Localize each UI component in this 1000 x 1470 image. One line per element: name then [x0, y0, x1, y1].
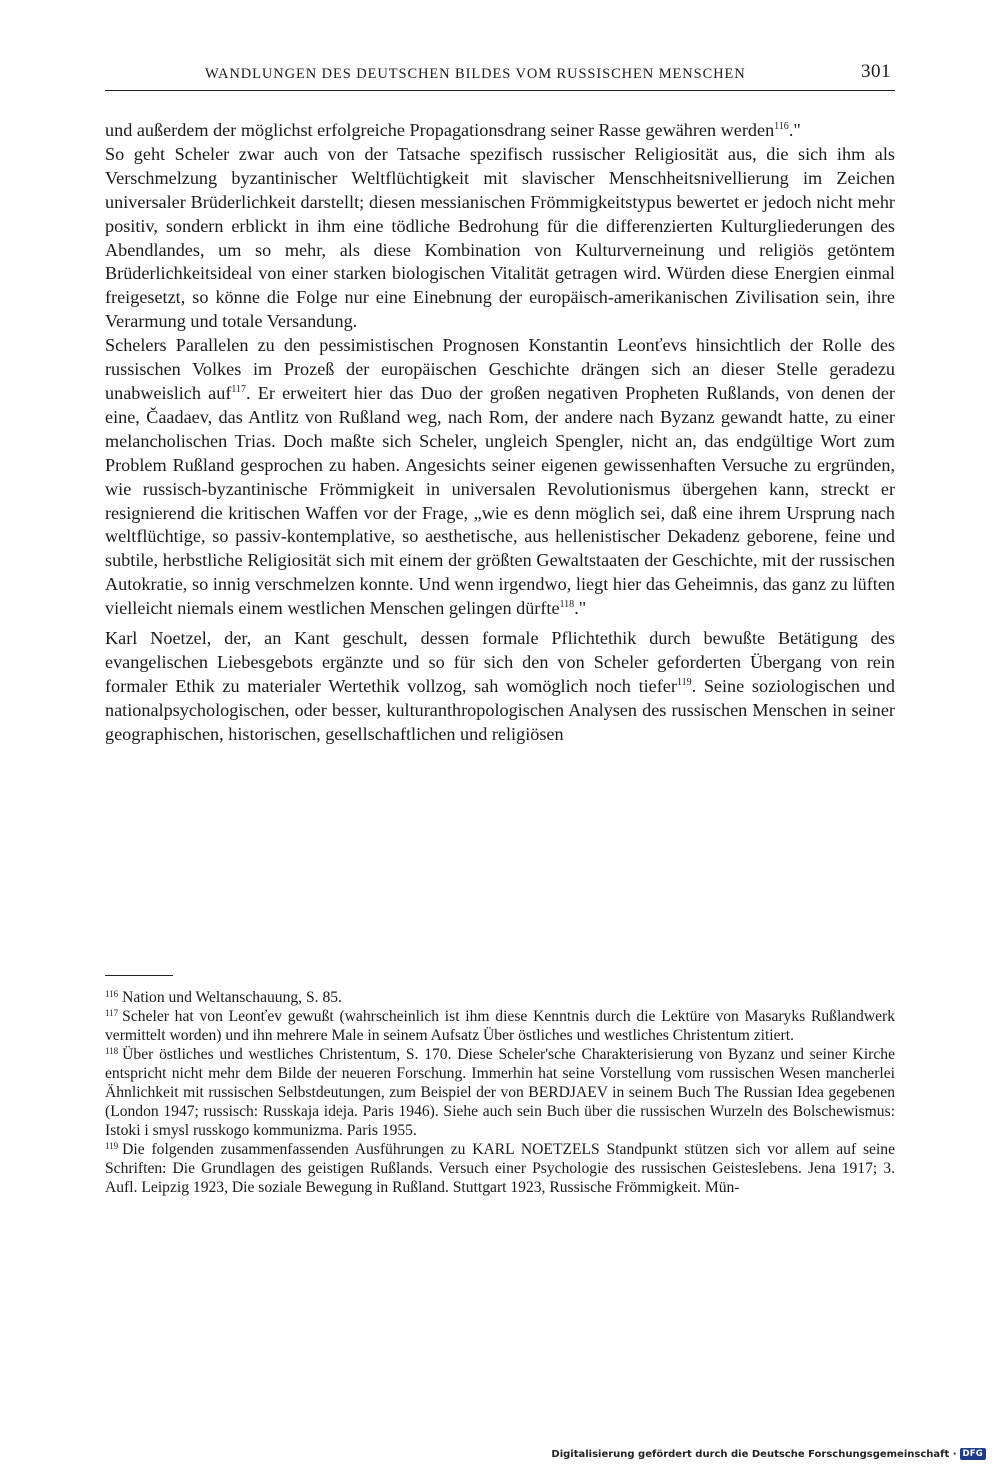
- paragraph-text: und außerdem der möglichst erfolgreiche Propagationsdrang seiner Rasse gewähren werden: [105, 120, 775, 140]
- paragraph: [105, 143, 895, 334]
- footnotes: [105, 988, 895, 1197]
- footnote-number: 116: [105, 989, 119, 999]
- footnote-reference[interactable]: 118: [559, 599, 575, 611]
- footnote: [105, 1045, 895, 1140]
- paragraph-text: .": [788, 120, 801, 140]
- paragraph: [105, 119, 895, 143]
- paragraph-text: Schelers Parallelen zu den pessimistischen Prognosen Konstantin Leonťevs hinsichtlich der Rolle des russischen Volkes im Prozeß der europäischen Geschichte drängen sich an dieser Stelle geradezu unabweislich auf: [105, 335, 895, 403]
- running-title: WANDLUNGEN DES DEUTSCHEN BILDES VOM RUSSISCHEN MENSCHEN: [205, 66, 746, 82]
- footnote-reference[interactable]: 116: [774, 121, 789, 132]
- footnote-text: Scheler hat von Leonťev gewußt (wahrscheinlich ist ihm diese Kenntnis durch die Lektüre von Masaryks Rußlandwerk vermittelt worden) und ihn mehrere Male in seinem Aufsatz Über östliches und westliches Christentum zitiert.: [105, 1008, 895, 1044]
- paragraph: [105, 334, 895, 621]
- footnote-text: Nation und Weltanschauung, S. 85.: [122, 989, 342, 1006]
- footnote-number: 118: [105, 1046, 119, 1056]
- digitization-credit: [551, 1448, 986, 1460]
- paragraph-text: .": [574, 598, 587, 619]
- footnote: [105, 988, 895, 1007]
- footnote-text: Über östliches und westliches Christentum, S. 170. Diese Scheler'sche Charakterisierung von Byzanz und seiner Kirche entspricht nicht mehr dem Bilde der neueren Forschung. Immerhin hat seine Vorstellung vom russischen Wesen mancherlei Ähnlichkeit mit russischen Selbstdeutungen, zum Beispiel der von BERDJAEV in seinem Buch The Russian Idea gegebenen (London 1947; russisch: Russkaja ideja. Paris 1946). Siehe auch sein Buch über die russischen Wurzeln des Bolschewismus: Istoki i smysl russkogo kommunizma. Paris 1955.: [105, 1046, 895, 1139]
- paragraph-text: . Seine soziologischen und nationalpsychologischen, oder besser, kulturanthropologischen Analysen des russischen Menschen in seiner geographischen, historischen, gesellschaftlichen und religiösen: [105, 675, 895, 744]
- body-text: [105, 119, 895, 747]
- running-header: [105, 61, 895, 91]
- dfg-logo-icon: DFG: [960, 1448, 986, 1460]
- footnote: [105, 1007, 895, 1045]
- footnote-divider: [105, 975, 173, 976]
- paragraph-text: So geht Scheler zwar auch von der Tatsache spezifisch russischer Religiosität aus, die sich ihm als Verschmelzung byzantinischer Weltflüchtigkeit mit slavischer Menschheitsnivellierung im Zeichen universaler Brüderlichkeit darstellt; diesen messianischen Frömmigkeitstypus bewertet er jedoch nicht mehr positiv, sondern erblickt in ihm eine tödliche Bedrohung für die differenzierten Kulturgliederungen des Abendlandes, um so mehr, als diese Kombination von Kulturverneinung und religiös getöntem Brüderlichkeitsideal von einer starken biologischen Vitalität getragen wird. Würden diese Energien einmal freigesetzt, so könne die Folge nur eine Einebnung der europäisch-amerikanischen Zivilisation sein, ihre Verarmung und totale Versandung.: [105, 143, 895, 332]
- footnote-text: Die folgenden zusammenfassenden Ausführungen zu KARL NOETZELS Standpunkt stützen sich vor allem auf seine Schriften: Die Grundlagen des geistigen Rußlands. Versuch einer Psychologie des russischen Geisteslebens. Jena 1917; 3. Aufl. Leipzig 1923, Die soziale Bewegung in Rußland. Stuttgart 1923, Russische Frömmigkeit. Mün-: [105, 1141, 895, 1196]
- footnote-reference[interactable]: 119: [676, 676, 692, 688]
- page-number: 301: [861, 61, 891, 82]
- footnote: [105, 1140, 895, 1197]
- paragraph-text: Karl Noetzel, der, an Kant geschult, dessen formale Pflichtethik durch bewußte Betätigung des evangelischen Liebesgebots ergänzte und so für sich den von Scheler geforderten Übergang von rein formaler Ethik zu materialer Wertethik vollzog, sah womöglich noch tiefer: [105, 628, 895, 696]
- footnote-number: 117: [105, 1008, 119, 1018]
- paragraph-text: . Er erweitert hier das Duo der großen negativen Propheten Rußlands, von denen der eine, Čaadaev, das Antlitz von Rußland weg, nach Rom, der andere nach Byzanz gewandt hatte, zu einer melancholischen Trias. Doch maßte sich Scheler, ungleich Spengler, nicht an, das endgültige Wort zum Problem Rußland gesprochen zu haben. Angesichts seiner eigenen gewissenhaften Versuche zu ergründen, wie russisch-byzantinische Frömmigkeit in universalen Revolutionismus übergehen kann, streckt er resignierend die kritischen Waffen vor der Frage, „wie es denn möglich sei, daß eine ihrem Ursprung nach weltflüchtige, so passiv-kontemplative, so aesthetische, aus hellenistischer Dekadenz geborene, feine und subtile, herbstliche Religiosität sich mit einem der größten Gewaltstaaten der Geschichte, mit der russischen Autokratie, so innig verschmelzen konnte. Und wenn irgendwo, liegt hier das Geheimnis, das ganz zu lüften vielleicht niemals einem westlichen Menschen gelingen dürfte: [105, 382, 895, 619]
- credit-text: Digitalisierung gefördert durch die Deutsche Forschungsgemeinschaft ·: [551, 1448, 957, 1460]
- paragraph: [105, 627, 895, 747]
- footnote-reference[interactable]: 117: [231, 383, 247, 395]
- footnote-number: 119: [105, 1141, 119, 1151]
